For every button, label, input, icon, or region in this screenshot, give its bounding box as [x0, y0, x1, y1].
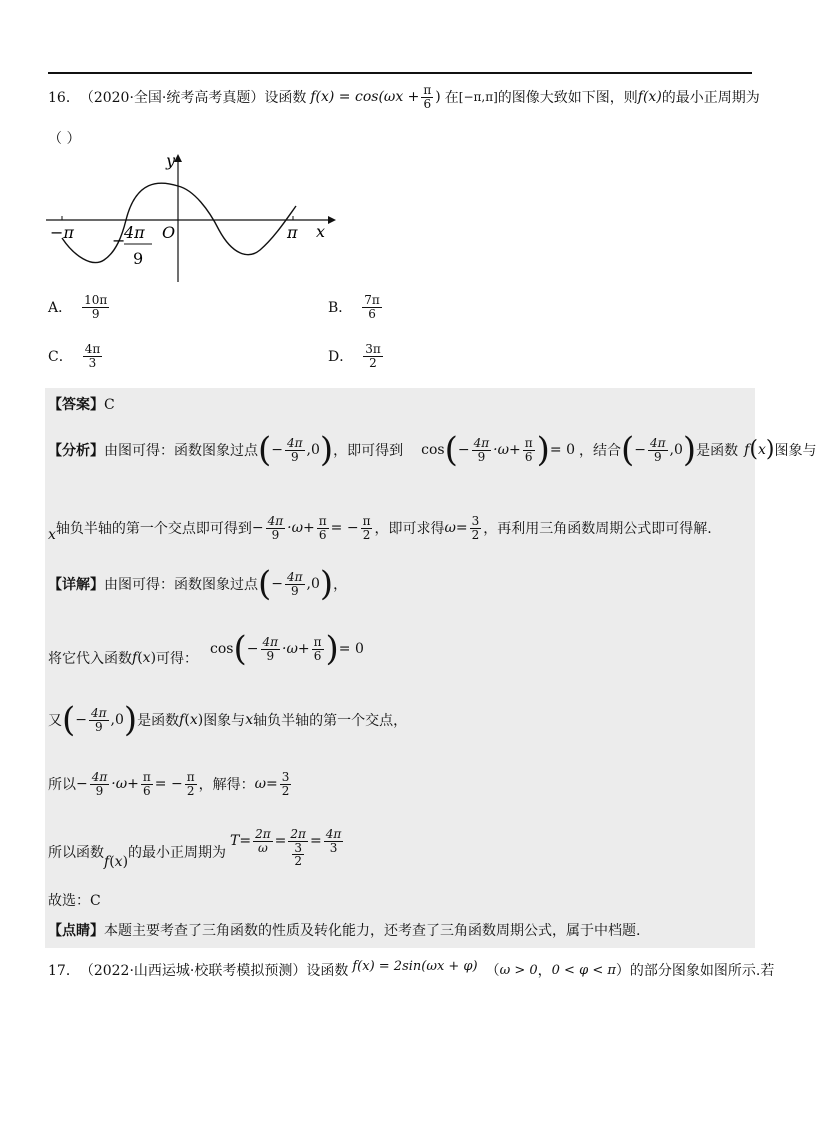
detail-text-8: 所以 [48, 777, 76, 793]
analysis-line-2: x 轴负半轴的第一个交点即可得到 − $\frac{4\pi}{9}$ ·ω+ $\frac{\pi}{6}$ = − $\frac{\pi}{2}$ ，即可求得 ω = $\frac{3}{2}$ ，再利用三角函数周期公式即可得解. [48, 513, 712, 543]
detail-line-1: 【详解】 由图可得：函数图象过点 ( − $\frac{4\pi}{9}$ ,0 ) ， [48, 564, 348, 604]
point-denominator: 9 [133, 249, 144, 268]
analysis-line-1: 【分析】 由图可得：函数图象过点 ( − $\frac{4\pi}{9}$ ,0 ) ，即可得到 cos ( − $\frac{4\pi}{9}$ ·ω+ $\frac{\pi}{6}$ ) = 0 ，结合 ( − $\frac{4\pi}{9}$ ,0 ) 是函数 f ( x ) 图象与 [48, 430, 816, 470]
question-number: 16． [48, 90, 80, 106]
detail-line-3: 又 ( − $\frac{4\pi}{9}$ ,0 ) 是函数 f ( x ) 图象与 x 轴负半轴的第一个交点， [48, 700, 408, 740]
detail-line-4: 所以 − $\frac{4\pi}{9}$ ·ω+ $\frac{\pi}{6}$ = − $\frac{\pi}{2}$ ，解得： ω = $\frac{3}{2}$ [48, 769, 290, 798]
detail-line-2: 将它代入函数 f ( x ) 可得： cos ( − $\frac{4\pi}{9}$ ·ω+ $\frac{\pi}{6}$ ) = 0 [48, 629, 364, 669]
q17-number: 17． [48, 963, 80, 979]
q17-source: （2022·山西运城·校联考模拟预测） [79, 963, 307, 979]
detail-text-6: 图象与 [203, 713, 246, 729]
option-b-label: B． [328, 300, 353, 317]
option-b[interactable] [328, 294, 384, 320]
q17-lead: 设函数 [306, 963, 349, 979]
option-c-value: $\frac{4\pi}{3}$ [84, 342, 101, 370]
analysis-text-2: ，即可得到 [333, 443, 404, 459]
option-c-label: C． [48, 349, 73, 366]
analysis-text-3: ，结合 [579, 443, 622, 459]
analysis-text-6: 轴负半轴的第一个交点即可得到 [55, 521, 252, 537]
question-17-stem: 17． （2022·山西运城·校联考模拟预测） 设函数 f(x) = 2sin(ωx + φ) （ ω > 0 ， 0 < φ < π ） 的部分图象如图所示.若 [48, 958, 775, 979]
y-axis-label: y [166, 151, 176, 170]
cosine-curve [62, 183, 296, 262]
x-axis-label: x [316, 222, 326, 241]
detail-text-11: 的最小正周期为 [128, 845, 227, 861]
analysis-text-8: ，再利用三角函数周期公式即可得解. [483, 521, 712, 537]
answer-paren: （ ） [48, 131, 81, 147]
option-c[interactable] [48, 343, 104, 369]
detail-text-3: 可得： [156, 651, 199, 667]
detail-text-4: 又 [48, 713, 62, 729]
question-16-stem [48, 82, 760, 112]
analysis-text-5: 图象与 [774, 443, 816, 459]
analysis-text-1: 由图可得：函数图象过点 [104, 443, 258, 459]
question-lead: 设函数 [264, 90, 307, 106]
analysis-text-7: ，即可求得 [374, 521, 445, 537]
option-a-value: $\frac{10\pi}{9}$ [84, 293, 108, 321]
neg-pi-label: −π [50, 223, 74, 242]
comment-line [48, 920, 640, 940]
answer-tag: 【答案】 [48, 397, 104, 413]
answer-line [48, 394, 115, 414]
detail-tag: 【详解】 [48, 577, 104, 593]
function-close: ) [435, 89, 441, 105]
detail-text-10: 所以函数 [48, 845, 104, 861]
question-source: （2020·全国·统考高考真题） [79, 90, 265, 106]
option-a-label: A． [48, 300, 73, 317]
option-d[interactable] [328, 343, 385, 369]
interval: [−π,π] [458, 90, 498, 104]
origin-label: O [162, 223, 176, 242]
answer-value: C [104, 397, 115, 413]
cosine-graph [44, 150, 344, 285]
pi-label: π [287, 223, 298, 242]
detail-text-9: ，解得： [198, 777, 255, 793]
detail-line-5: 所以函数 f ( x ) 的最小正周期为 T = $\frac{2\pi}{\omega}$ = $\frac{2\pi}{\frac{3}{2}}$ = $\frac{4\pi}{3}$ [48, 826, 342, 870]
detail-text-1: 由图可得：函数图象过点 [104, 577, 258, 593]
top-rule [48, 72, 752, 74]
point-sign: − [112, 231, 126, 250]
analysis-text-4: 是函数 [696, 443, 739, 459]
question-tail: 的最小正周期为 [661, 90, 760, 106]
detail-text-2: 将它代入函数 [48, 651, 132, 667]
q17-cond2: 0 < φ < π [551, 962, 616, 978]
q17-function: f(x) = 2sin(ωx + φ) [352, 958, 478, 974]
point-numerator: 4π [124, 223, 145, 242]
comment-text: 本题主要考查了三角函数的性质及转化能力，还考查了三角函数周期公式，属于中档题. [104, 923, 641, 939]
in-word: 在 [444, 90, 459, 106]
detail-text-5: 是函数 [137, 713, 180, 729]
option-b-value: $\frac{7\pi}{6}$ [364, 293, 380, 321]
q17-tail: 的部分图象如图所示.若 [629, 963, 775, 979]
comment-tag: 【点睛】 [48, 923, 104, 939]
y-axis-arrow [174, 154, 182, 162]
option-d-value: $\frac{3\pi}{2}$ [365, 342, 381, 370]
choose-line: 故选：C [48, 893, 101, 909]
detail-text-7: 轴负半轴的第一个交点， [253, 713, 408, 729]
function-expression: f(x) = cos(ωx + [310, 89, 420, 105]
x-axis-arrow [328, 216, 336, 224]
q17-cond1: ω > 0 [499, 962, 538, 978]
analysis-tag: 【分析】 [48, 443, 104, 459]
option-a[interactable] [48, 294, 111, 320]
pi-over-six: $\frac{\pi}{6}$ [423, 82, 432, 111]
question-rest: 的图像大致如下图，则 [497, 90, 638, 106]
fx-inline: f(x) [637, 89, 662, 105]
option-d-label: D． [328, 349, 354, 366]
